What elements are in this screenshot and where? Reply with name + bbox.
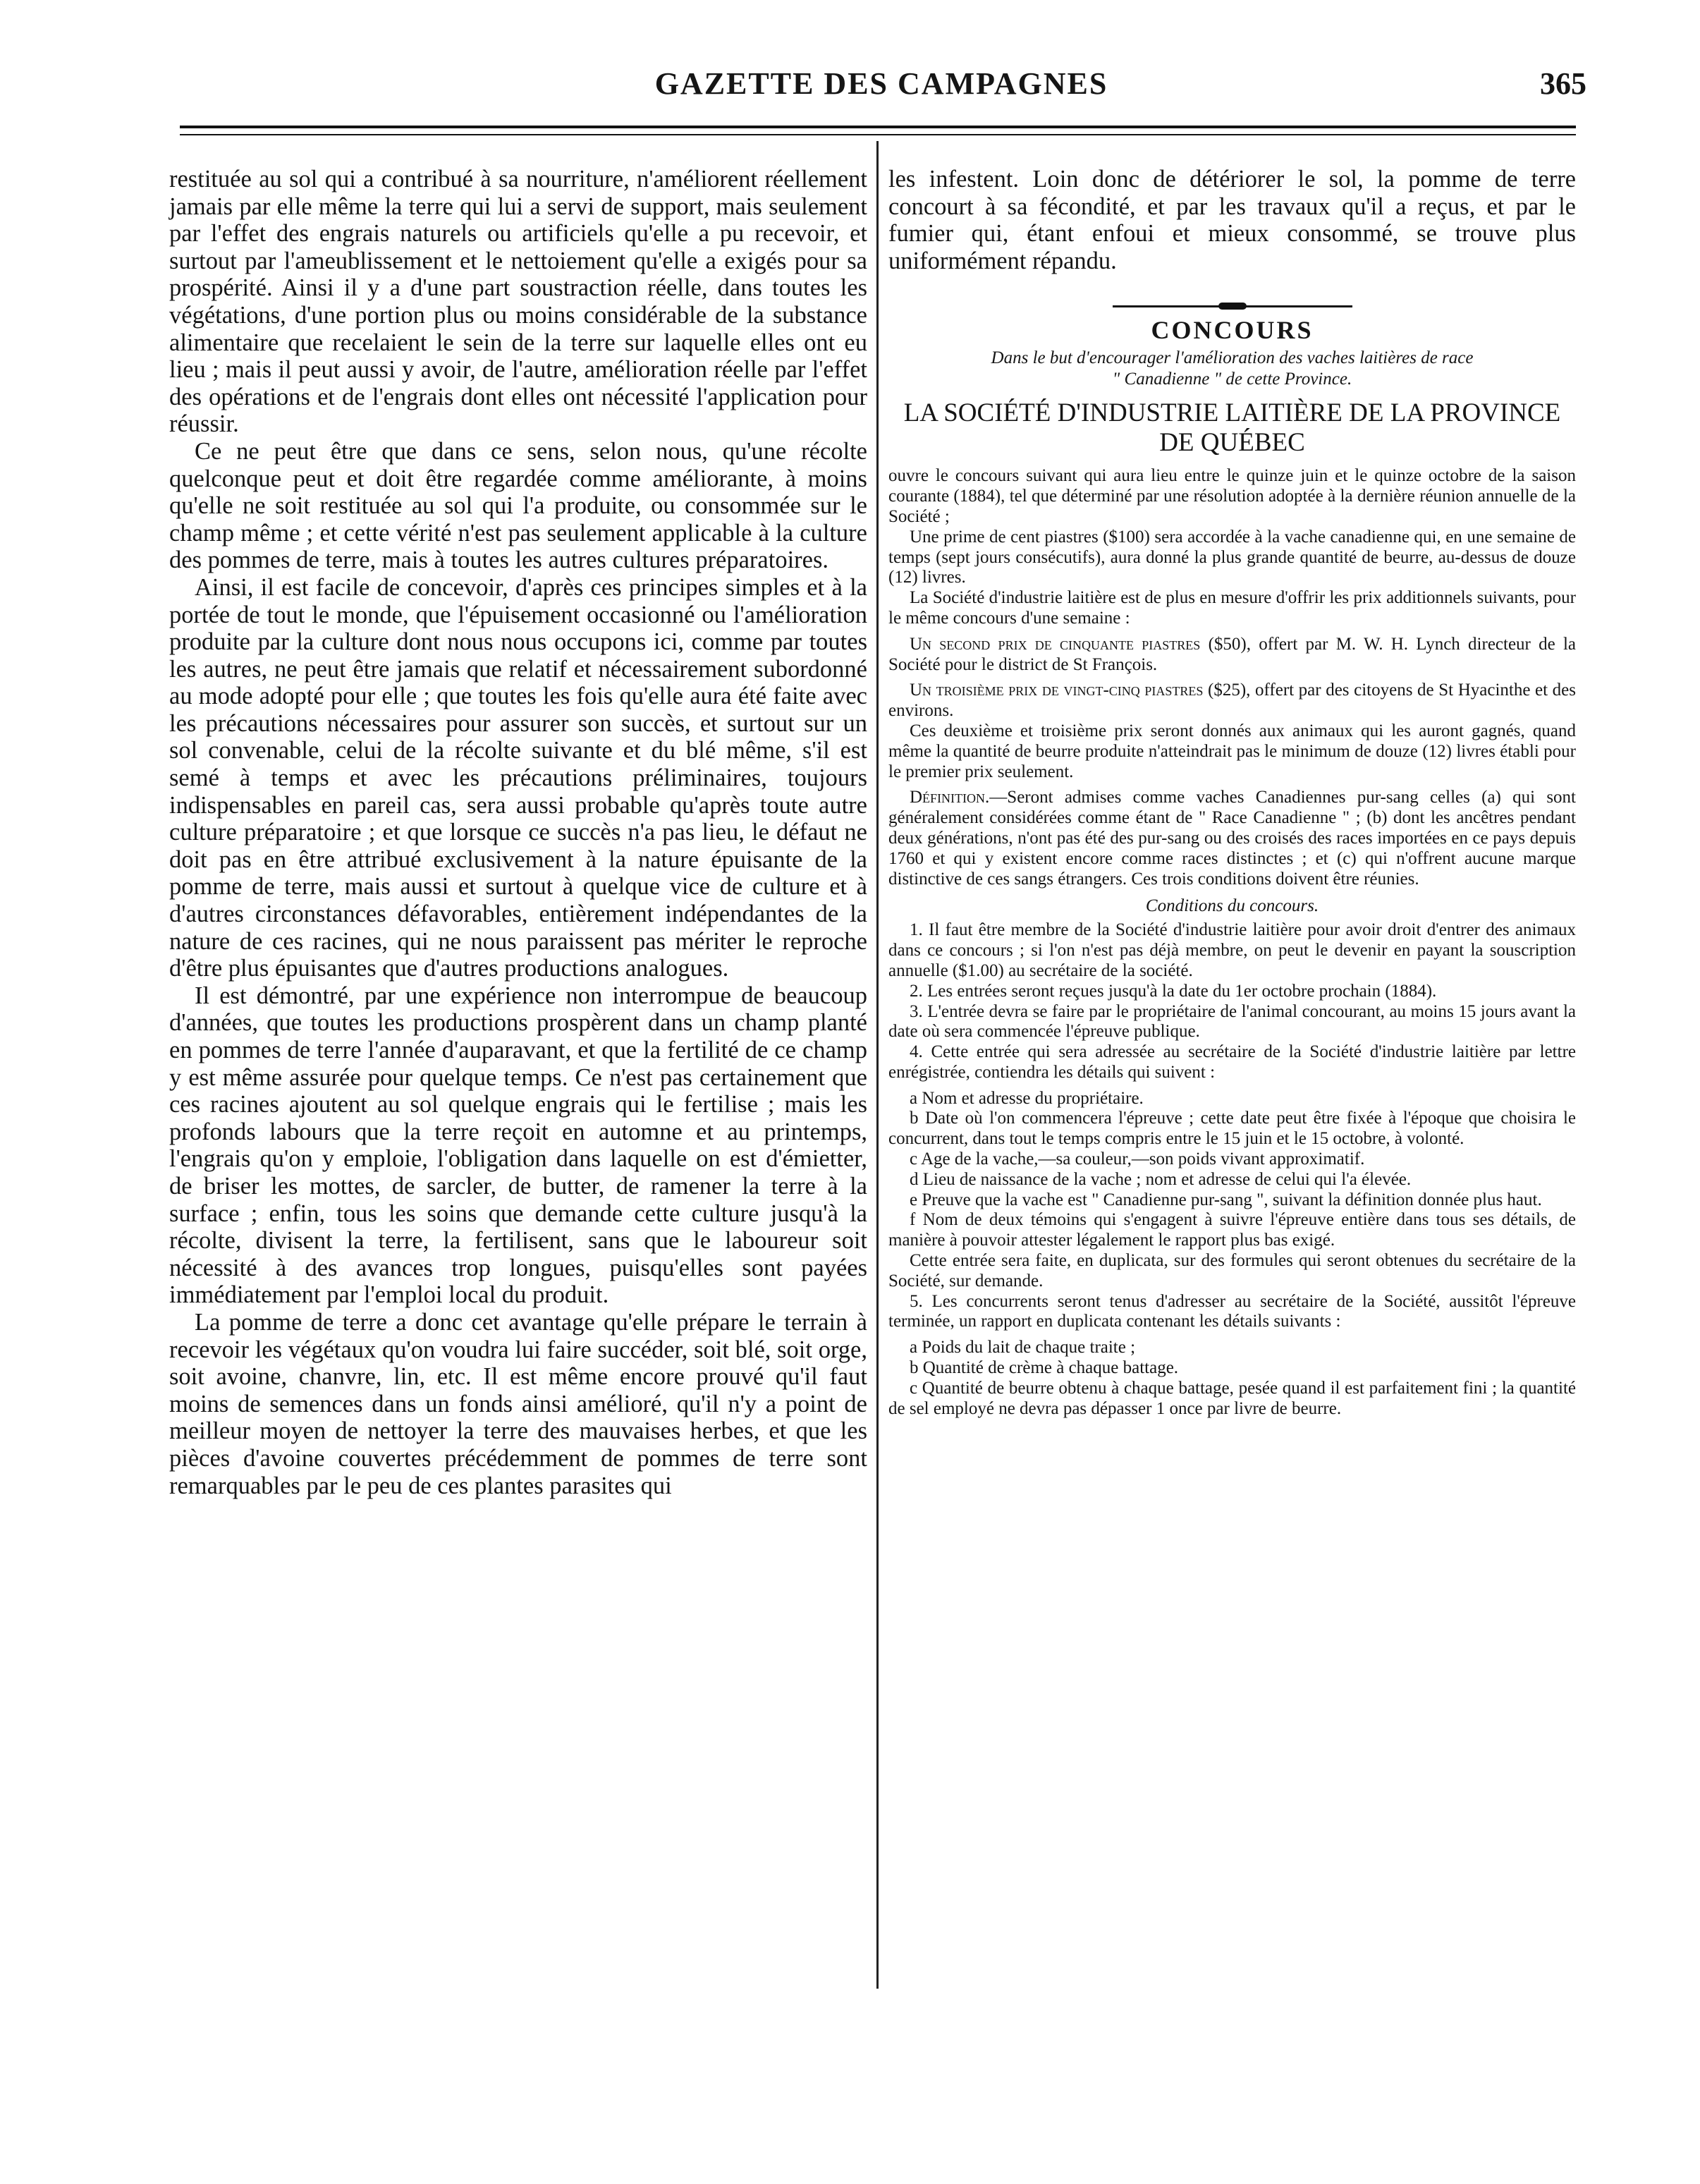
page-header: [176, 60, 1586, 116]
prize-text: ($25), offert par des citoyens de St Hyacinthe et des environs.: [888, 681, 1577, 721]
section-ornament: [1113, 303, 1352, 310]
prize-text: ($50), offert par M. W. H. Lynch directeur de la Société pour le district de St François.: [888, 634, 1577, 674]
detail-item: f Nom de deux témoins qui s'engagent à suivre l'épreuve entière dans tous ses détails, de manière à pouvoir attester légalement le rapport plus bas exigé.: [888, 1210, 1576, 1250]
paragraph: ouvre le concours suivant qui aura lieu entre le quinze juin et le quinze octobre de la saison courante (1884), tel que déterminé par une résolution adoptée à la dernière réunion annuelle de la Société ;: [888, 466, 1576, 526]
header-rule: [180, 126, 1576, 128]
right-column: [888, 166, 1576, 1419]
concours-body: [888, 466, 1576, 1419]
prize-label: Un second prix de cinquante piastres: [910, 634, 1201, 654]
continuation-paragraph: les infestent. Loin donc de détériorer le sol, la pomme de terre concourt à sa fécondité, et par les travaux qu'il a reçus, et par le fumier qui, étant enfoui et mieux consommé, se trouve plus uniformément répandu.: [888, 166, 1576, 274]
detail-item: c Age de la vache,—sa couleur,—son poids vivant approximatif.: [910, 1149, 1365, 1169]
definition: [888, 788, 1576, 889]
left-column: [169, 166, 867, 1499]
paragraph: Ainsi, il est facile de concevoir, d'après ces principes simples et à la portée de tout le monde, que l'épuisement occasionné ou l'amélioration produite par la culture dont nous nous occupons ici, comme par toutes les autres, ne peut être jamais que relatif et nécessairement subordonné au mode adopté pour elle ; que toutes les fois qu'elle aura été faite avec les précautions nécessaires pour assurer son succès, et surtout sur un sol convenable, celui de la récolte suivante et du blé même, s'il est semé à temps et avec les précautions préliminaires, toujours indispensables en pareil cas, sera aussi probable qu'après toute autre culture préparatoire ; et que lorsque ce succès n'a pas lieu, le défaut ne doit pas en être attribué exclusivement à la nature épuisante de la pomme de terre, mais aussi et surtout à quelque vice de culture et à d'autres circonstances défavorables, entièrement indépendantes de la nature de ces racines, qui ne nous paraissent pas mériter le reproche d'être plus épuisantes que d'autres productions analogues.: [169, 573, 867, 982]
detail-item: a Nom et adresse du propriétaire.: [910, 1088, 1144, 1108]
paragraph: Cette entrée sera faite, en duplicata, sur des formules qui seront obtenues du secrétaire de la Société, sur demande.: [888, 1251, 1576, 1291]
paragraph: Il est démontré, par une expérience non interrompue de beaucoup d'années, que toutes les productions prospèrent dans un champ planté en pommes de terre l'année d'auparavant, et que la fertilité de ce champ y est même assurée pour quelque temps. Ce n'est pas certainement que ces racines ajoutent au sol quelque engrais qui le fertilise ; mais les profonds labours que la terre reçoit en automne et au printemps, l'engrais qu'on y emploie, l'obligation dans laquelle on est d'émietter, de briser les mottes, de sarcler, de butter, de ramener la terre à la surface ; enfin, tous les soins que demande cette culture jusqu'à la récolte, divisent la terre, la fertilisent, sans que le laboureur soit nécessité à des avances trop longues, puisqu'elles sont payées immédiatement par l'emploi local du produit.: [169, 982, 867, 1309]
report-item: b Quantité de crème à chaque battage.: [910, 1358, 1179, 1378]
conditions-heading: Conditions du concours.: [1145, 896, 1319, 916]
detail-item: e Preuve que la vache est " Canadienne pur-sang ", suivant la définition donnée plus haut.: [910, 1190, 1542, 1209]
report-item: a Poids du lait de chaque traite ;: [910, 1338, 1136, 1358]
condition: 2. Les entrées seront reçues jusqu'à la date du 1er octobre prochain (1884).: [910, 981, 1437, 1001]
paragraph: La Société d'industrie laitière est de plus en mesure d'offrir les prix additionnels suivants, pour le même concours d'une semaine :: [888, 588, 1576, 628]
paragraph: La pomme de terre a donc cet avantage qu'elle prépare le terrain à recevoir les végétaux qu'on voudra lui faire succéder, soit blé, soit orge, soit avoine, chanvre, lin, etc. Il est même encore prouvé qu'il faut moins de semences dans un fonds ainsi amélioré, qu'il n'y a point de meilleur moyen de nettoyer la terre des mauvaises herbes, et que les pièces d'avoine couvertes précédemment de pommes de terre sont remarquables par le peu de ces plantes parasites qui: [169, 1308, 867, 1499]
paragraph: Une prime de cent piastres ($100) sera accordée à la vache canadienne qui, en une semaine de temps (sept jours consécutifs), aura donné la plus grande quantité de beurre, au-dessus de douze (12) livres.: [888, 527, 1576, 587]
column-divider: [876, 141, 879, 1989]
intro-line: " Canadienne " de cette Province.: [1112, 370, 1352, 389]
header-rule-thin: [180, 134, 1576, 135]
condition: 5. Les concurrents seront tenus d'adresser au secrétaire de la Société, aussitôt l'épreuve terminée, un rapport en duplicata contenant les détails suivants :: [888, 1291, 1576, 1331]
intro-line: Dans le but d'encourager l'amélioration des vaches laitières de race: [991, 348, 1474, 368]
condition: 3. L'entrée devra se faire par le propriétaire de l'animal concourant, au moins 15 jours avant la date où sera commencée l'épreuve publique.: [888, 1001, 1576, 1042]
report-item: c Quantité de beurre obtenu à chaque battage, pesée quand il est parfaitement fini ; la quantité de sel employé ne devra pas dépasser 1 once par livre de beurre.: [888, 1378, 1576, 1418]
detail-item: b Date où l'on commencera l'épreuve ; cette date peut être fixée à l'époque que choisira le concurrent, dans tout le temps compris entre le 15 juin et le 15 octobre, à volonté.: [888, 1109, 1576, 1149]
definition-label: Définition.: [910, 788, 990, 807]
condition: 4. Cette entrée qui sera adressée au secrétaire de la Société d'industrie laitière par lettre enrégistrée, contiendra les détails qui suivent :: [888, 1042, 1576, 1082]
concours-intro: [888, 348, 1576, 390]
societe-heading: LA SOCIÉTÉ D'INDUSTRIE LAITIÈRE DE LA PROVINCE DE QUÉBEC: [903, 398, 1561, 458]
page-number: 365: [1540, 66, 1586, 101]
prize-label: Un troisième prix de vingt-cinq piastres: [910, 681, 1204, 700]
prize-third: [888, 681, 1576, 721]
journal-title: GAZETTE DES CAMPAGNES: [654, 66, 1108, 101]
paragraph: Ce ne peut être que dans ce sens, selon nous, qu'une récolte quelconque peut et doit être regardée comme améliorante, à moins qu'elle ne soit restituée au sol qui l'a produite, ou consommée sur le champ même ; et cette vérité n'est pas seulement applicable à la culture des pommes de terre, mais à toutes les autres cultures préparatoires.: [169, 437, 867, 574]
definition-text: —Seront admises comme vaches Canadiennes pur-sang celles (a) qui sont généralement considérées comme étant de " Race Canadienne " ; (b) dont les ancêtres pendant deux générations, n'ont pas été des pur-sang ou des croisés des races importées en ce pays depuis 1760 et qui y existent encore comme races distinctes ; et (c) qui n'offrent aucune marque distinctive de ces sangs étrangers. Ces trois conditions doivent être réunies.: [888, 788, 1576, 889]
paragraph: Ces deuxième et troisième prix seront donnés aux animaux qui les auront gagnés, quand même la quantité de beurre produite n'atteindrait pas le minimum de douze (12) livres établi pour le premier prix seulement.: [888, 721, 1576, 781]
detail-item: d Lieu de naissance de la vache ; nom et adresse de celui qui l'a élevée.: [910, 1169, 1412, 1189]
paragraph: restituée au sol qui a contribué à sa nourriture, n'améliorent réellement jamais par elle même la terre qui lui a servi de support, mais seulement par l'effet des engrais naturels ou artificiels qu'elle a pu recevoir, et surtout par l'ameublissement et le nettoiement qu'elle a exigés pour sa prospérité. Ainsi il y a d'une part soustraction réelle, dans toutes les végétations, d'une portion plus ou moins considérable de la substance alimentaire que recelaient le sein de la terre sur laquelle elles ont eu lieu ; mais il peut aussi y avoir, de l'autre, amélioration réelle par l'effet des opérations et de l'engrais dont elles ont nécessité l'application pour réussir.: [169, 166, 867, 438]
condition: 1. Il faut être membre de la Société d'industrie laitière pour avoir droit d'entrer des animaux dans ce concours ; si l'on n'est pas déjà membre, on peut le devenir en payant la souscription annuelle ($1.00) au secrétaire de la société.: [888, 920, 1576, 980]
concours-title: CONCOURS: [1151, 316, 1314, 345]
prize-second: [888, 635, 1576, 676]
